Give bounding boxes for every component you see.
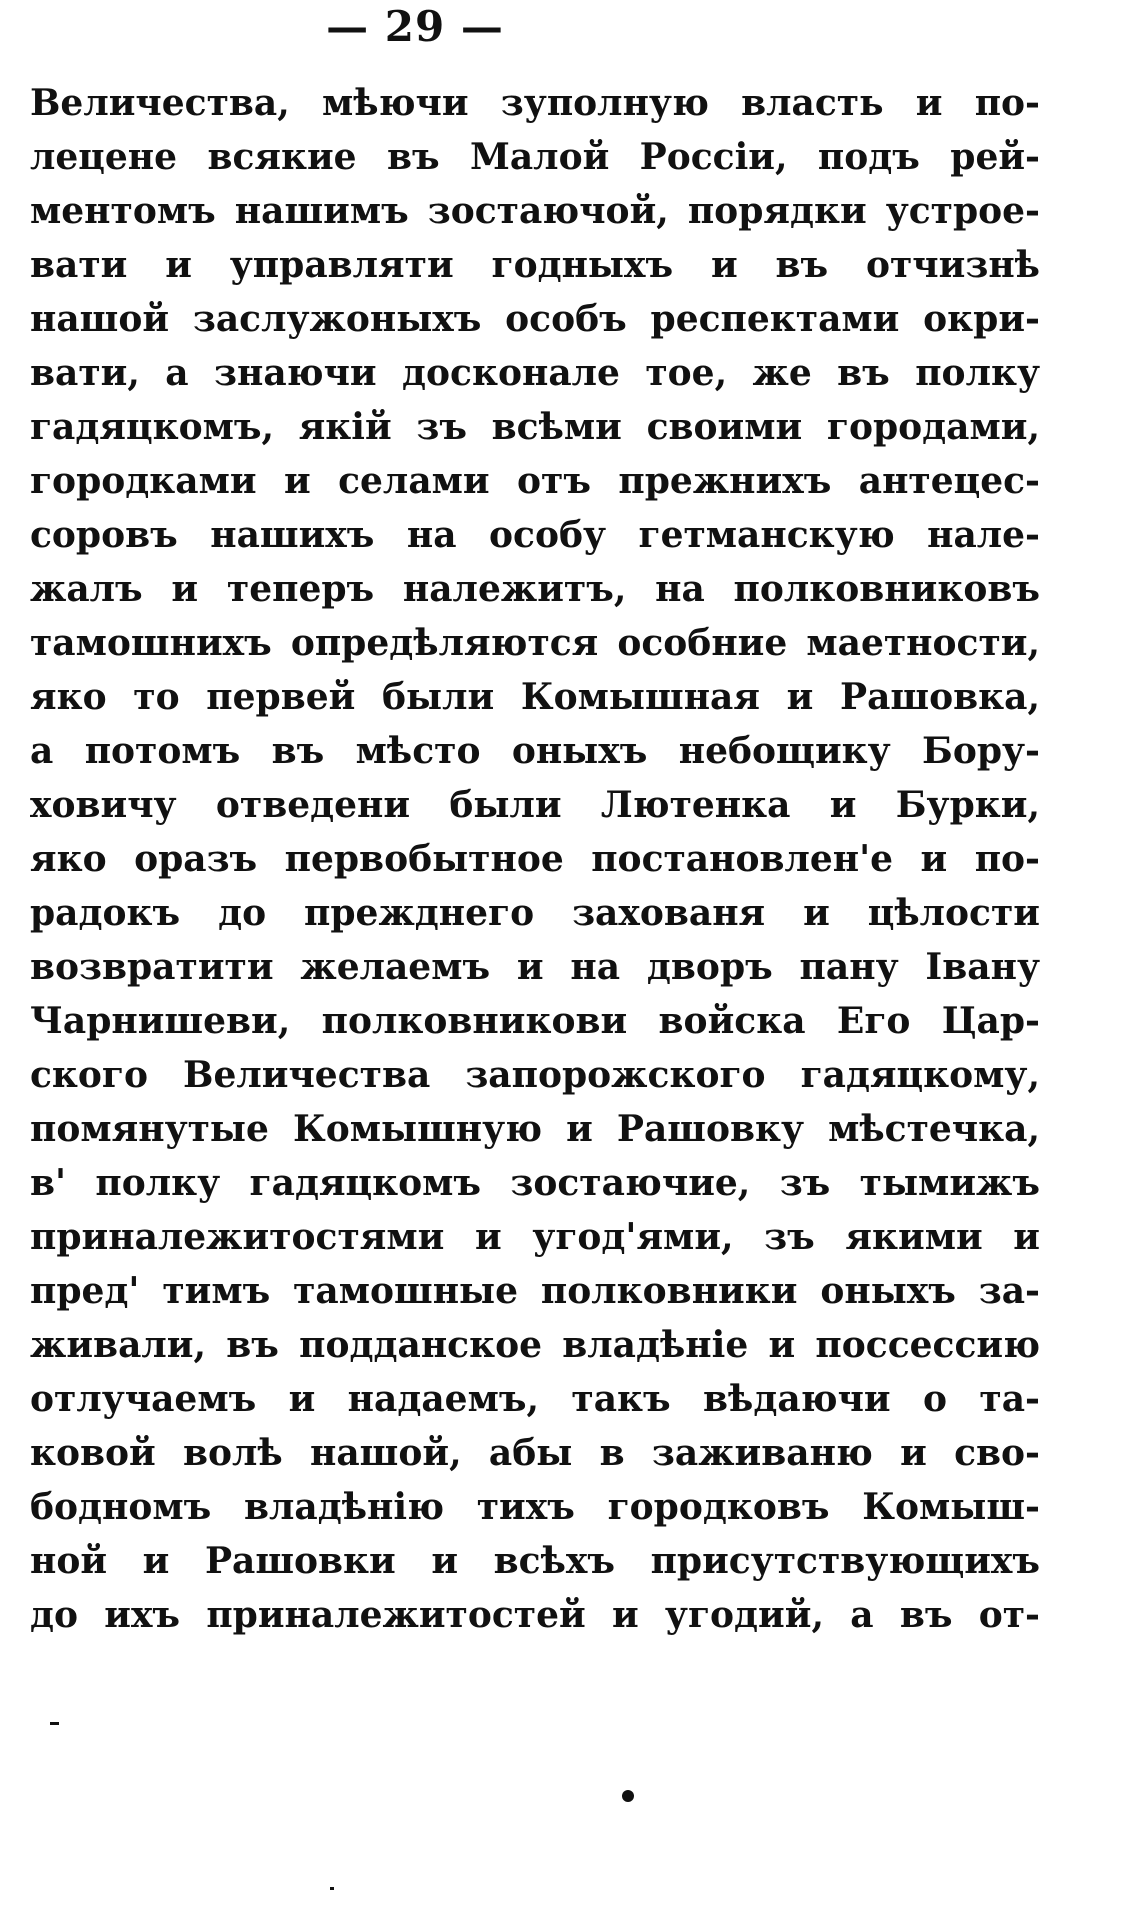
- text-line: возвратити желаемъ и на дворъ пану Івану: [30, 946, 1040, 988]
- text-line: яко то первей были Комышная и Рашовка,: [30, 676, 1040, 718]
- text-line: а потомъ въ мѣсто оныхъ небощику Бору-: [30, 730, 1040, 772]
- ink-dot: [622, 1790, 634, 1802]
- text-line: нашой заслужоныхъ особъ респектами окри-: [30, 298, 1040, 340]
- page-number: — 29 —: [326, 2, 504, 51]
- text-line: ментомъ нашимъ зостаючой, порядки устрое-: [30, 190, 1040, 232]
- text-line: радокъ до прежднего захованя и цѣлости: [30, 892, 1040, 934]
- text-line: вати, а знаючи досконале тое, же въ полку: [30, 352, 1040, 394]
- print-speck: [330, 1887, 334, 1890]
- text-line: Величества, мѣючи зуполную власть и по-: [30, 82, 1040, 124]
- text-line: живали, въ подданское владѣніе и поссессию: [30, 1324, 1040, 1366]
- text-line: пред' тимъ тамошные полковники оныхъ за-: [30, 1270, 1040, 1312]
- text-line: ховичу отведени были Лютенка и Бурки,: [30, 784, 1040, 826]
- text-line: лецене всякие въ Малой Россіи, подъ рей-: [30, 136, 1040, 178]
- text-line: соровъ нашихъ на особу гетманскую нале-: [30, 514, 1040, 556]
- text-line: приналежитостями и угод'ями, зъ якими и: [30, 1216, 1040, 1258]
- text-line: помянутые Комышную и Рашовку мѣстечка,: [30, 1108, 1040, 1150]
- text-line: ной и Рашовки и всѣхъ присутствующихъ: [30, 1540, 1040, 1582]
- body-text: [30, 76, 1040, 1642]
- text-line: гадяцкомъ, якій зъ всѣми своими городами,: [30, 406, 1040, 448]
- text-line: Чарнишеви, полковникови войска Его Цар-: [30, 1000, 1040, 1042]
- text-line: яко оразъ первобытное постановлен'е и по-: [30, 838, 1040, 880]
- text-line: городками и селами отъ прежнихъ антецес-: [30, 460, 1040, 502]
- text-line: ского Величества запорожского гадяцкому,: [30, 1054, 1040, 1096]
- text-line: до ихъ приналежитостей и угодий, а въ от-: [30, 1594, 1040, 1636]
- text-line: бодномъ владѣнію тихъ городковъ Комыш-: [30, 1486, 1040, 1528]
- text-line: ковой волѣ нашой, абы в заживаню и сво-: [30, 1432, 1040, 1474]
- print-speck: [50, 1722, 59, 1725]
- text-line: в' полку гадяцкомъ зостаючие, зъ тымижъ: [30, 1162, 1040, 1204]
- text-line: жалъ и теперъ належитъ, на полковниковъ: [30, 568, 1040, 610]
- text-line: отлучаемъ и надаемъ, такъ вѣдаючи о та-: [30, 1378, 1040, 1420]
- text-line: тамошнихъ опредѣляются особние маетности,: [30, 622, 1040, 664]
- text-line: вати и управляти годныхъ и въ отчизнѣ: [30, 244, 1040, 286]
